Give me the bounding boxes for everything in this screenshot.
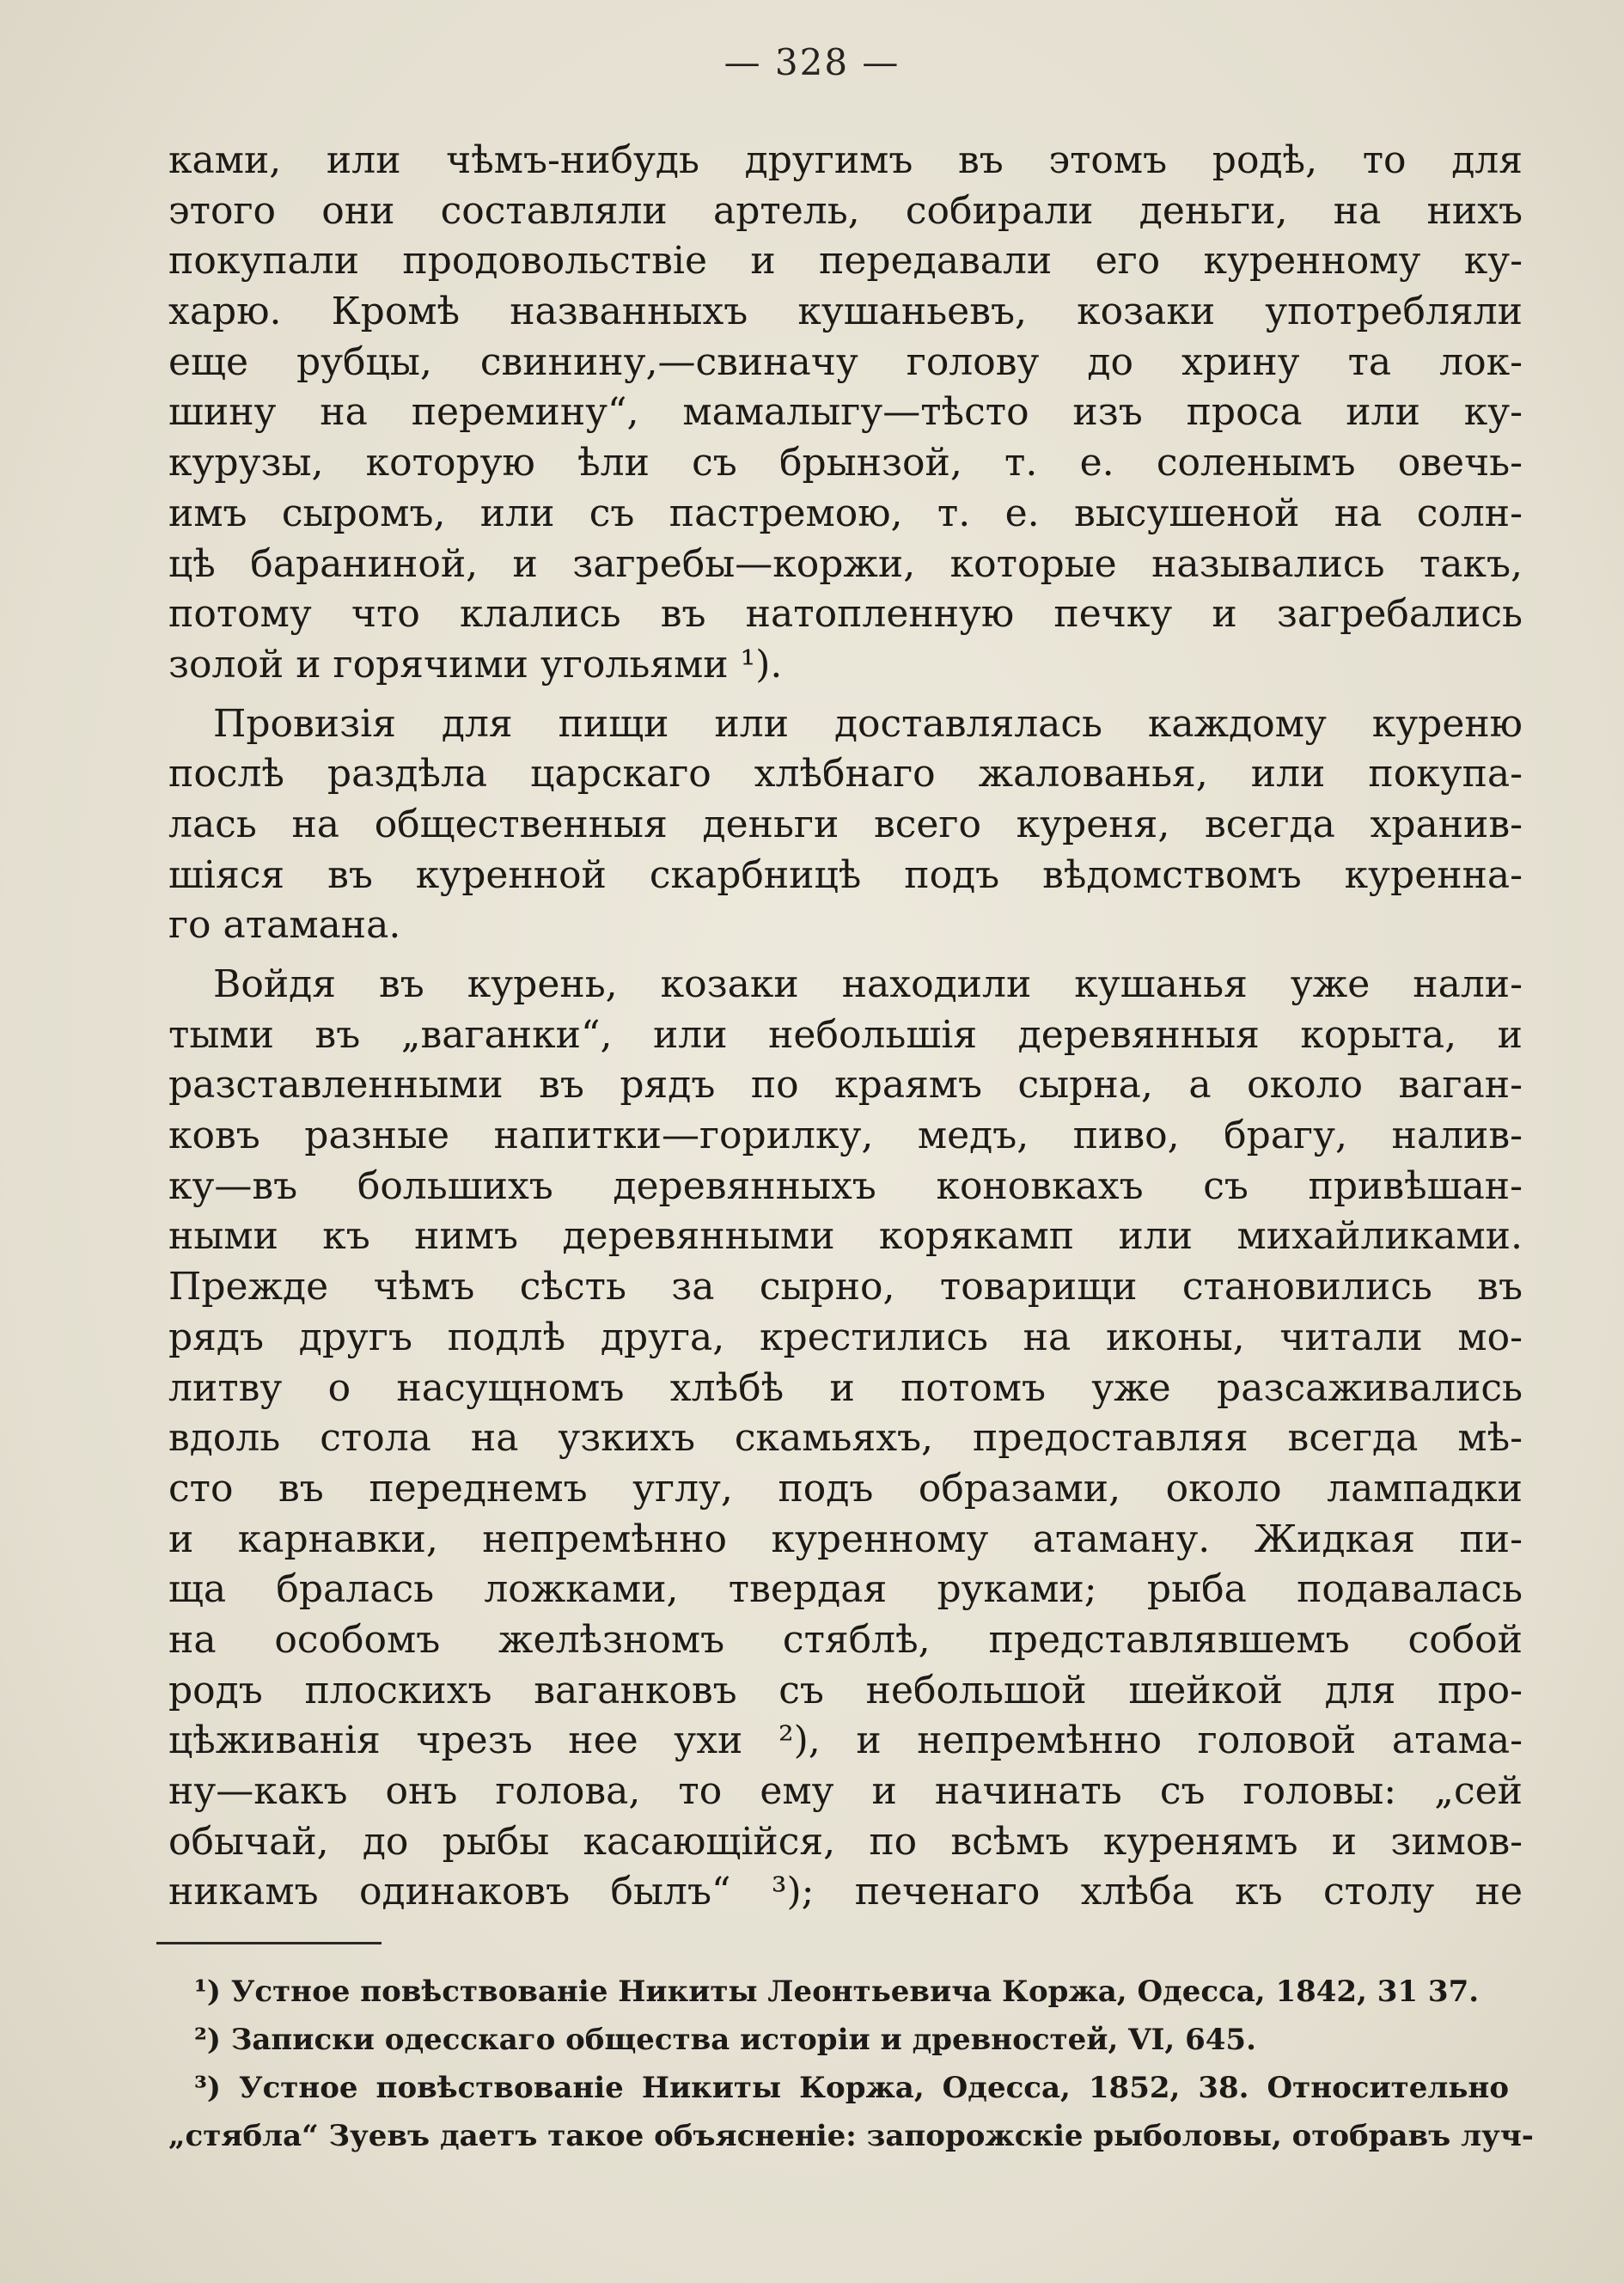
text-line: родъ плоскихъ ваганковъ съ небольшой шейкой для про- bbox=[168, 1668, 1523, 1712]
text-line: Прежде чѣмъ сѣсть за сырно, товарищи становились въ bbox=[168, 1265, 1523, 1309]
text-line: ными къ нимъ деревянными корякамп или михайликами. bbox=[168, 1214, 1523, 1259]
text-line: еще рубцы, свинину,—свиначу голову до хрину та лок- bbox=[168, 339, 1523, 384]
text-line: и карнавки, непремѣнно куренному атаману. Жидкая пи- bbox=[168, 1517, 1523, 1561]
text-line: обычай, до рыбы касающійся, по всѣмъ куренямъ и зимов- bbox=[168, 1819, 1523, 1864]
footnote-divider bbox=[156, 1942, 382, 1944]
text-line: имъ сыромъ, или съ пастремою, т. е. высушеной на солн- bbox=[168, 491, 1523, 535]
text-line: послѣ раздѣла царскаго хлѣбнаго жалованья, или покупа- bbox=[168, 752, 1523, 797]
text-line: никамъ одинаковъ былъ“ ³); печенаго хлѣба къ столу не bbox=[168, 1870, 1523, 1914]
text-line: цѣживанія чрезъ нее ухи ²), и непремѣнно головой атама- bbox=[168, 1718, 1523, 1763]
footnotes bbox=[168, 1968, 1534, 2160]
paragraph-3 bbox=[168, 960, 1523, 1918]
text-line: го атамана. bbox=[168, 903, 401, 948]
text-line: лась на общественныя деньги всего куреня, всегда хранив- bbox=[168, 802, 1523, 846]
paragraph-gap bbox=[168, 951, 1523, 960]
text-line: вдоль стола на узкихъ скамьяхъ, предоставляя всегда мѣ- bbox=[168, 1416, 1523, 1461]
text-line: ну—какъ онъ голова, то ему и начинать съ головы: „сей bbox=[168, 1769, 1523, 1813]
text-line: ща бралась ложками, твердая руками; рыба подавалась bbox=[168, 1567, 1523, 1612]
text-line: ками, или чѣмъ-нибудь другимъ въ этомъ родѣ, то для bbox=[168, 138, 1523, 182]
text-line: рядъ другъ подлѣ друга, крестились на иконы, читали мо- bbox=[168, 1315, 1523, 1359]
paragraph-1 bbox=[168, 136, 1523, 691]
footnote-3: ³) Устное повѣствованіе Никиты Коржа, Одесса, 1852, 38. Относительно bbox=[194, 2071, 1509, 2105]
text-line: потому что клались въ натопленную печку и загребались bbox=[168, 592, 1523, 637]
text-line: разставленными въ рядъ по краямъ сырна, а около ваган- bbox=[168, 1063, 1523, 1108]
text-line: сто въ переднемъ углу, подъ образами, около лампадки bbox=[168, 1466, 1523, 1511]
text-line: литву о насущномъ хлѣбѣ и потомъ уже разсаживались bbox=[168, 1365, 1523, 1410]
text-line: харю. Кромѣ названныхъ кушаньевъ, козаки употребляли bbox=[168, 290, 1523, 334]
footnote-2: ²) Записки одесскаго общества исторіи и древностей, VI, 645. bbox=[194, 2023, 1256, 2057]
text-line: шину на перемину“, мамалыгу—тѣсто изъ проса или ку- bbox=[168, 390, 1523, 435]
paragraph-gap bbox=[168, 691, 1523, 699]
text-line: покупали продовольствіе и передавали его куренному ку- bbox=[168, 239, 1523, 284]
text-line: курузы, которую ѣли съ брынзой, т. е. соленымъ овечь- bbox=[168, 441, 1523, 485]
page-number: — 328 — bbox=[723, 41, 901, 83]
footnote-3-continued: „стябла“ Зуевъ даетъ такое объясненіе: запорожскіе рыболовы, отобравъ луч- bbox=[168, 2119, 1534, 2153]
footnote-1: ¹) Устное повѣствованіе Никиты Леонтьевича Коржа, Одесса, 1842, 31 37. bbox=[194, 1975, 1480, 2009]
text-line: ковъ разные напитки—горилку, медъ, пиво, брагу, налив- bbox=[168, 1114, 1523, 1158]
paragraph-2 bbox=[168, 699, 1523, 951]
text-line: на особомъ желѣзномъ стяблѣ, представлявшемъ собой bbox=[168, 1617, 1523, 1662]
body-text bbox=[168, 136, 1523, 1918]
text-line: Провизія для пищи или доставлялась каждому куреню bbox=[213, 701, 1523, 746]
text-line: цѣ бараниной, и загребы—коржи, которые назывались такъ, bbox=[168, 541, 1523, 586]
text-line: золой и горячими угольями ¹). bbox=[168, 642, 783, 687]
text-line: тыми въ „ваганки“, или небольшія деревянныя корыта, и bbox=[168, 1012, 1523, 1057]
text-line: Войдя въ курень, козаки находили кушанья уже нали- bbox=[213, 962, 1523, 1006]
text-line: ку—въ большихъ деревянныхъ коновкахъ съ привѣшан- bbox=[168, 1163, 1523, 1208]
text-line: этого они составляли артель, собирали деньги, на нихъ bbox=[168, 188, 1523, 233]
text-line: шіяся въ куренной скарбницѣ подъ вѣдомствомъ куренна- bbox=[168, 852, 1523, 897]
